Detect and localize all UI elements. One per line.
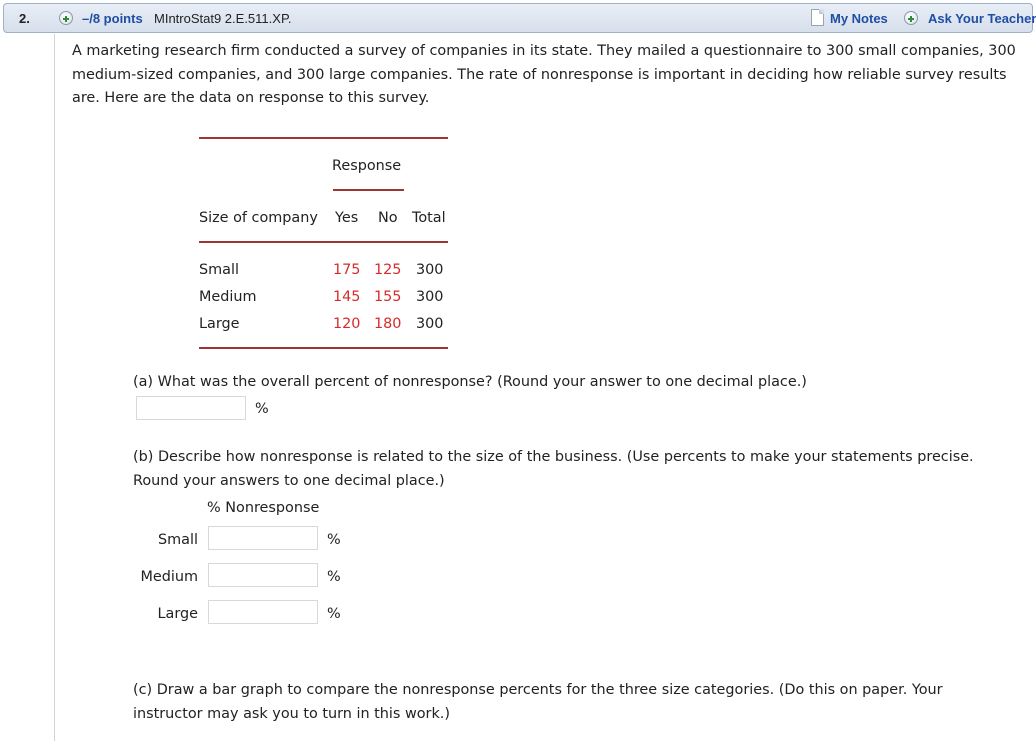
my-notes-link[interactable]: My Notes xyxy=(830,11,888,26)
row-size: Medium xyxy=(199,289,257,305)
question-number: 2. xyxy=(19,11,30,26)
percent-unit: % xyxy=(327,606,341,622)
problem-intro: A marketing research firm conducted a survey of companies in its state. They mailed a questionnaire to 300 small companies, 300 medium-sized companies, and 300 large companies. The rate of nonresponse is important in deciding how reliable survey results are. Here are the data on response to this survey. xyxy=(72,43,1016,106)
row-label-large: Large xyxy=(157,606,198,622)
cell-total: 300 xyxy=(416,289,444,305)
cell-no: 180 xyxy=(374,316,402,332)
col-header-yes: Yes xyxy=(335,210,359,226)
col-header-size: Size of company xyxy=(199,210,318,226)
row-label-small: Small xyxy=(158,532,198,548)
ask-teacher-plus-icon[interactable] xyxy=(904,11,918,25)
table-top-rule xyxy=(199,137,448,139)
col-header-no: No xyxy=(378,210,398,226)
header-bottom-rule xyxy=(199,241,448,243)
content-left-border xyxy=(54,34,55,741)
points-label: –/8 points xyxy=(82,11,143,26)
large-nonresponse-input[interactable] xyxy=(208,600,318,624)
cell-total: 300 xyxy=(416,316,444,332)
row-size: Small xyxy=(199,262,239,278)
cell-no: 155 xyxy=(374,289,402,305)
nonresponse-column-header: % Nonresponse xyxy=(207,500,320,516)
question-header xyxy=(3,3,1036,33)
col-header-total: Total xyxy=(412,210,446,226)
row-label-medium: Medium xyxy=(140,569,198,585)
table-group-header: Response xyxy=(332,158,402,174)
part-b-question-line2: Round your answers to one decimal place.) xyxy=(133,473,445,489)
percent-unit: % xyxy=(327,569,341,585)
part-a-question: (a) What was the overall percent of nonresponse? (Round your answer to one decimal place.) xyxy=(133,374,807,390)
row-size: Large xyxy=(199,316,240,332)
part-a-percent-unit: % xyxy=(255,401,269,417)
ask-teacher-link[interactable]: Ask Your Teacher xyxy=(928,11,1036,26)
cell-yes: 120 xyxy=(333,316,361,332)
cell-yes: 145 xyxy=(333,289,361,305)
notes-icon[interactable] xyxy=(811,9,824,26)
table-bottom-rule xyxy=(199,347,448,349)
cell-yes: 175 xyxy=(333,262,361,278)
percent-unit: % xyxy=(327,532,341,548)
response-underline-rule xyxy=(333,189,404,191)
part-b-question-line1: (b) Describe how nonresponse is related to the size of the business. (Use percents to make your statements precise. xyxy=(133,449,974,465)
part-c-question-line2: instructor may ask you to turn in this work.) xyxy=(133,706,450,722)
overall-nonresponse-input[interactable] xyxy=(136,396,246,420)
cell-total: 300 xyxy=(416,262,444,278)
expand-plus-icon[interactable] xyxy=(59,11,73,25)
question-id: MIntroStat9 2.E.511.XP. xyxy=(154,11,292,26)
small-nonresponse-input[interactable] xyxy=(208,526,318,550)
medium-nonresponse-input[interactable] xyxy=(208,563,318,587)
part-c-question-line1: (c) Draw a bar graph to compare the nonresponse percents for the three size categories. (Do this on paper. Your xyxy=(133,682,943,698)
cell-no: 125 xyxy=(374,262,402,278)
